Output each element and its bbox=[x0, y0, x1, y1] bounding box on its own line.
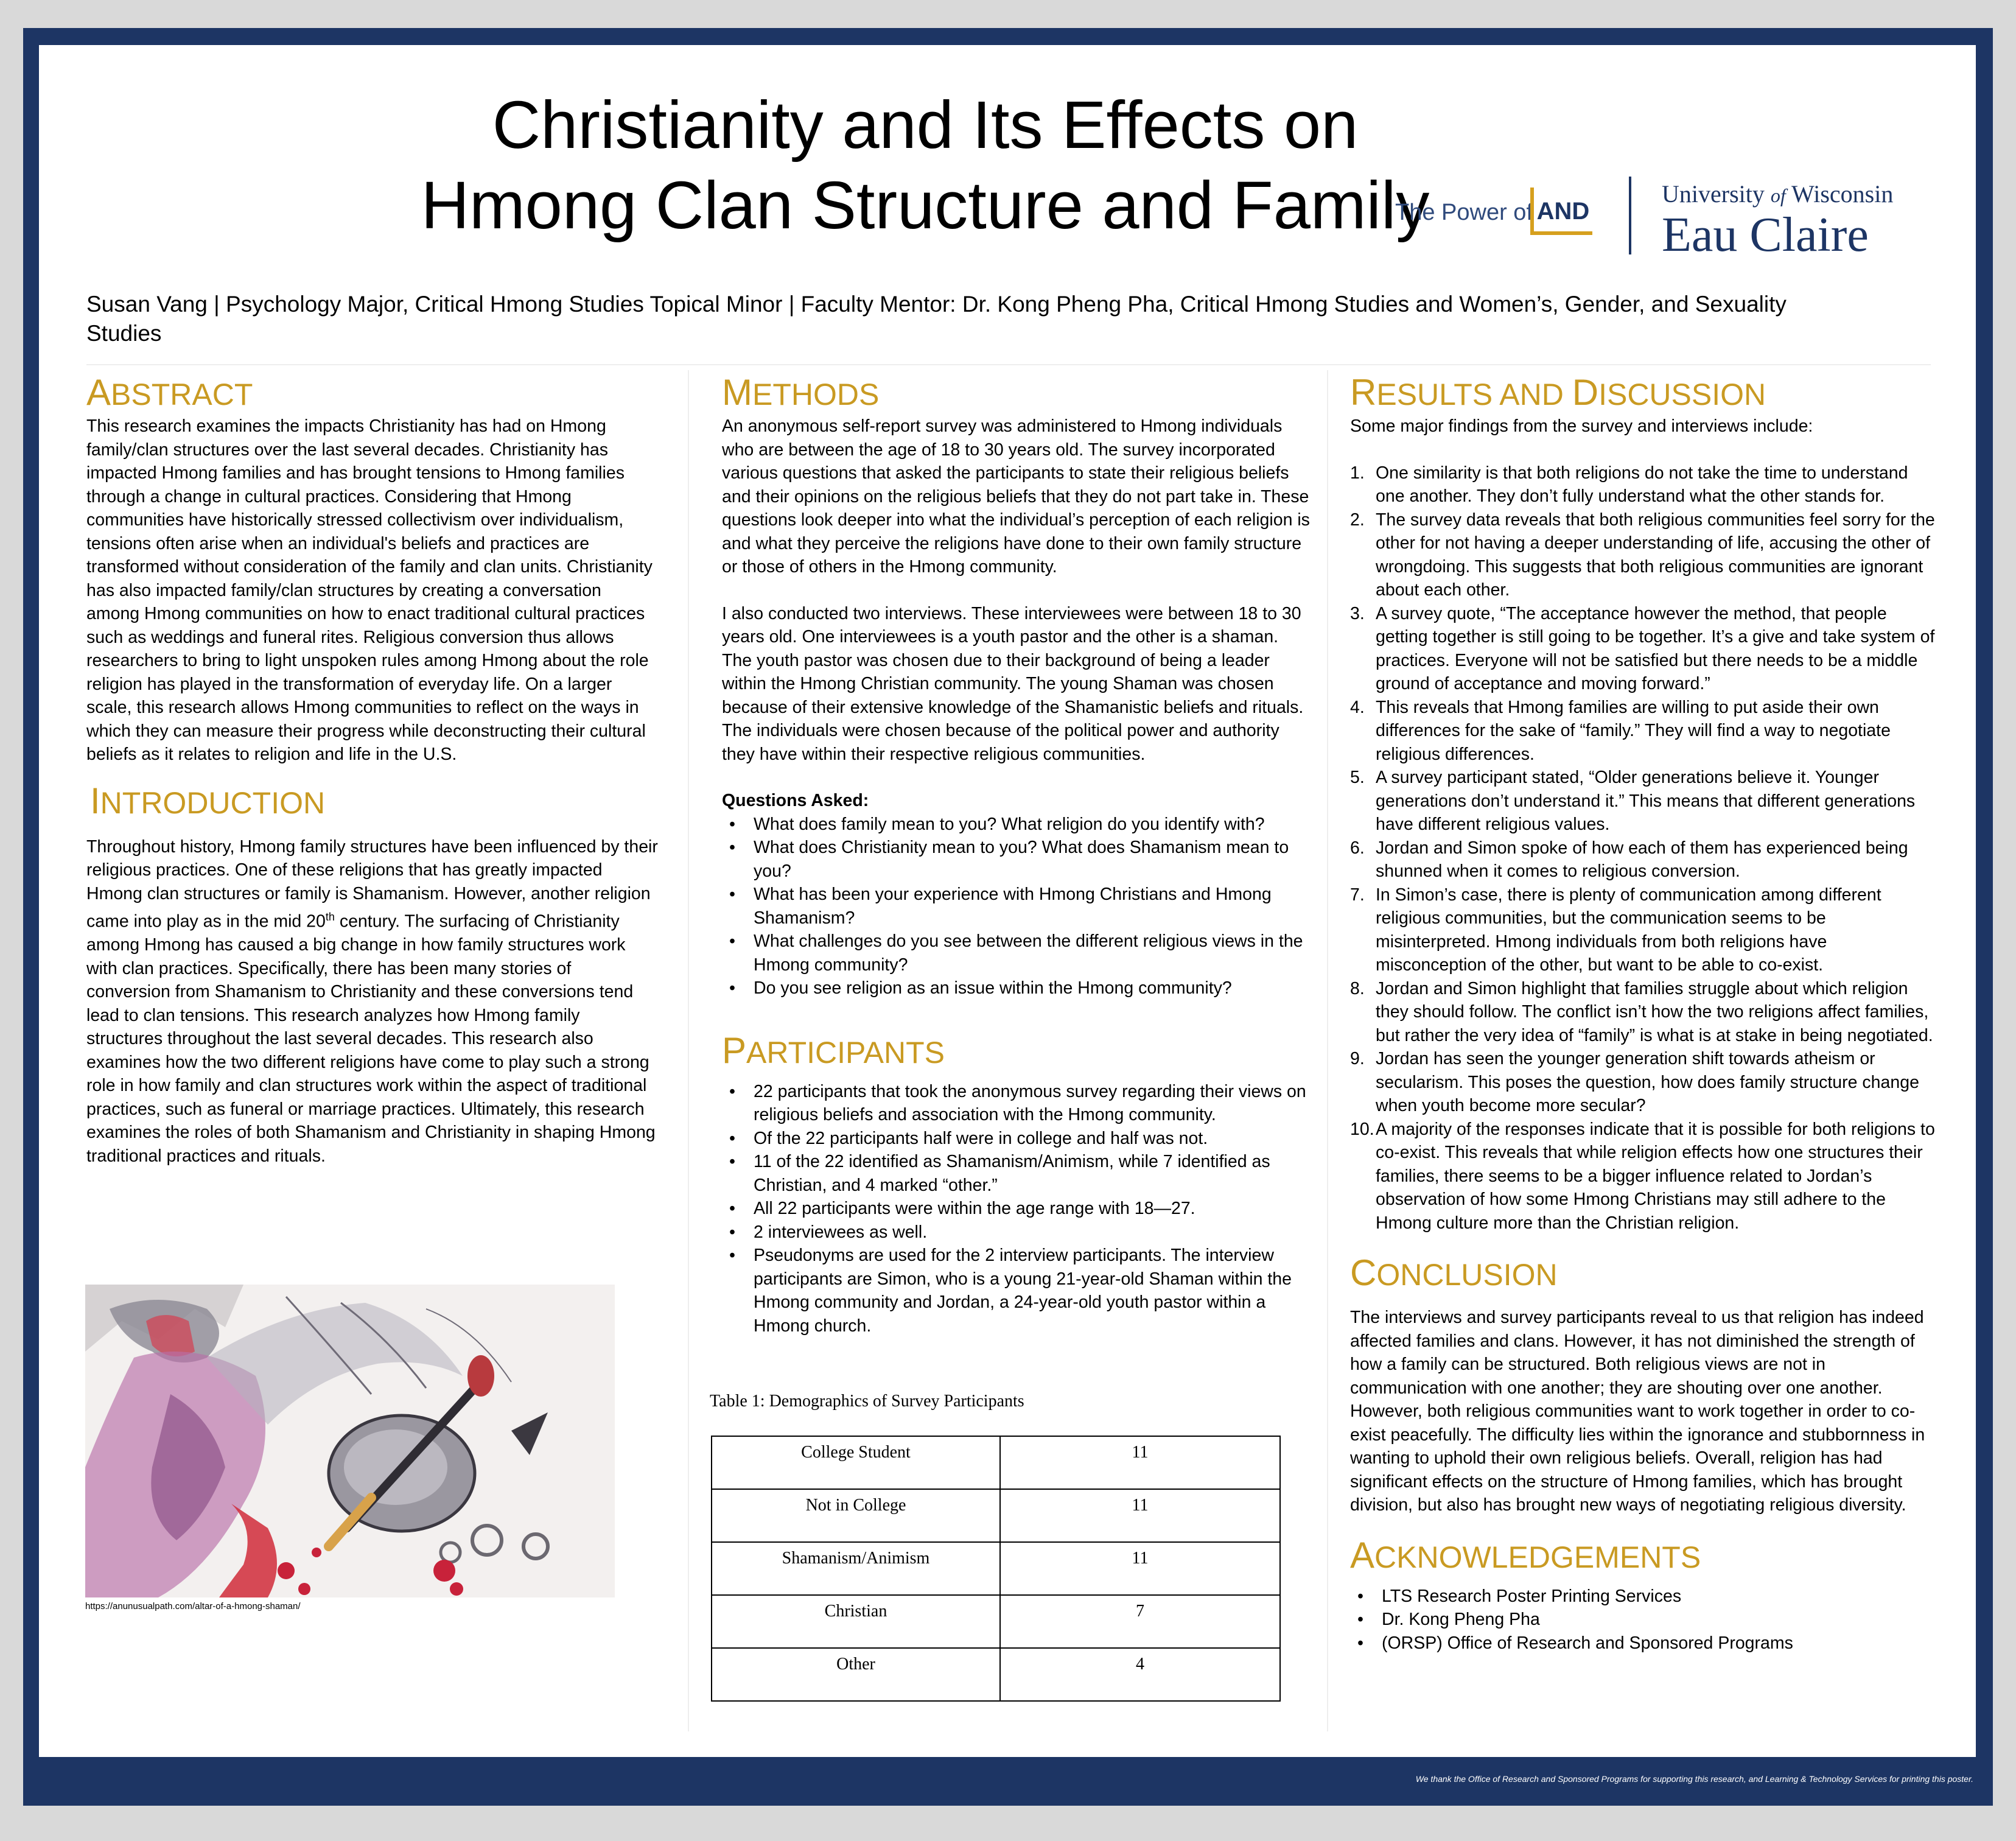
table-cell-label: Not in College bbox=[712, 1489, 1000, 1542]
table-cell-label: Christian bbox=[712, 1595, 1000, 1648]
participants-list bbox=[722, 1080, 1312, 1338]
list-item: 2. The survey data reveals that both religious communities feel sorry for the other for not having a deeper understanding of life, accusing the other of wrongdoing. This suggests that both religious communities are ignorant about each other. bbox=[1350, 510, 1935, 600]
university-wisconsin: Wisconsin bbox=[1791, 180, 1894, 208]
list-item: • All 22 participants were within the age range with 18—27. bbox=[754, 1197, 1312, 1221]
list-item: 7. In Simon’s case, there is plenty of communication among different religious communities, but the communication seems to be misinterpreted. Hmong individuals from both religions have misconception of the other, but want to be able to co-exist. bbox=[1350, 885, 1881, 975]
methods-para-1: An anonymous self-report survey was administered to Hmong individuals who are between the age of 18 to 30 years old. The survey incorporated various questions that asked the participants to state their religious beliefs and their opinions on the religious beliefs that they do not part take in. These questions look deeper into what the individual’s perception of each religion is and what they perceive the religions have done to their own family structure or those of others in the Hmong community. bbox=[722, 416, 1310, 577]
table-cell-value: 11 bbox=[1000, 1542, 1280, 1595]
list-item: 5. A survey participant stated, “Older generations believe it. Younger generations don’t understand it.” This means that different generations have different religious values. bbox=[1350, 768, 1916, 834]
table-row bbox=[712, 1542, 1280, 1595]
table-cell-label: College Student bbox=[712, 1436, 1000, 1489]
list-item: 3. A survey quote, “The acceptance however the method, that people getting together is still going to be together. It’s a give and take system of practices. Everyone will not be satisfied but there needs to be a middle ground of acceptance and moving forward.” bbox=[1350, 603, 1935, 693]
list-item: 9. Jordan has seen the younger generation shift towards atheism or secularism. This poses the question, how does family structure change when youth become more secular? bbox=[1350, 1049, 1919, 1115]
university-of: of bbox=[1770, 184, 1786, 206]
university-logo bbox=[1662, 180, 1893, 261]
list-item: • What has been your experience with Hmong Christians and Hmong Shamanism? bbox=[754, 883, 1312, 930]
table-row bbox=[712, 1489, 1280, 1542]
methods-heading: METHODS bbox=[722, 372, 880, 413]
table-row bbox=[712, 1436, 1280, 1489]
list-item: 4. This reveals that Hmong families are willing to put aside their own differences for the sake of “family.” They will find a way to negotiate religious differences. bbox=[1350, 697, 1891, 764]
table-row bbox=[712, 1648, 1280, 1701]
table-cell-value: 11 bbox=[1000, 1489, 1280, 1542]
table-row bbox=[712, 1595, 1280, 1648]
table-cell-value: 11 bbox=[1000, 1436, 1280, 1489]
questions-list bbox=[722, 813, 1312, 1000]
author-line: Susan Vang | Psychology Major, Critical Hmong Studies Topical Minor | Faculty Mentor: Dr. Kong Pheng Pha, Critical Hmong Studies and Women’s, Gender, and Sexuality Studies bbox=[86, 292, 1787, 346]
results-intro: Some major findings from the survey and interviews include: bbox=[1350, 416, 1813, 436]
abstract-heading: ABSTRACT bbox=[86, 372, 253, 413]
results-list bbox=[1350, 461, 1936, 1235]
column-separator bbox=[1327, 370, 1328, 1731]
list-item: • 22 participants that took the anonymous survey regarding their views on religious beliefs and association with the Hmong community. bbox=[754, 1080, 1312, 1127]
participants-heading: PARTICIPANTS bbox=[722, 1029, 945, 1071]
table-cell-value: 4 bbox=[1000, 1648, 1280, 1701]
acknowledgements-heading: ACKNOWLEDGEMENTS bbox=[1350, 1534, 1701, 1576]
title-line-1: Christianity and Its Effects on bbox=[492, 88, 1359, 163]
list-item: • What does family mean to you? What religion do you identify with? bbox=[754, 813, 1312, 836]
footer-thanks: We thank the Office of Research and Sponsored Programs for supporting this research, and Learning & Technology Services for printing this poster. bbox=[1415, 1774, 1973, 1784]
methods-para-2: I also conducted two interviews. These interviewees were between 18 to 30 years old. One interviewees is a youth pastor and the other is a shaman. The youth pastor was chosen due to their background of being a leader within the Hmong Christian community. The young Shaman was chosen because of their extensive knowledge of the Shamanistic beliefs and rituals. The individuals were chosen because of the political power and authority they have within their respective religious communities. bbox=[722, 603, 1304, 764]
poster-title bbox=[268, 85, 1583, 246]
list-item: • 11 of the 22 identified as Shamanism/Animism, while 7 identified as Christian, and 4 marked “other.” bbox=[754, 1150, 1312, 1197]
introduction-heading: INTRODUCTION bbox=[90, 780, 326, 821]
abstract-text: This research examines the impacts Christianity has had on Hmong family/clan structures over the last several decades. Christianity has impacted Hmong families and has brought tensions to Hmong families through a change in cultural practices. Considering that Hmong communities have historically stressed collectivism over individualism, tensions often arise when an individual's beliefs and practices are transformed without consideration of the family and clan units. Christianity has also impacted family/clan structures by creating a conversation among Hmong communities on how to enact traditional cultural practices such as weddings and funeral rites. Religious conversion thus allows researchers to bring to light unspoken rules among Hmong about the role religion has played in the transformation of everyday life. On a larger scale, this research allows Hmong communities to reflect on the ways in which they can measure their progress while deconstructing their cultural beliefs as it relates to religion and life in the U.S. bbox=[86, 416, 653, 764]
logo-divider bbox=[1629, 177, 1631, 254]
list-item: 1. One similarity is that both religions do not take the time to understand one another. They don’t fully understand what the other stands for. bbox=[1350, 463, 1908, 506]
list-item: • Pseudonyms are used for the 2 interview participants. The interview participants are Simon, who is a young 21-year-old Shaman within the Hmong community and Jordan, a 24-year-old youth pastor within a Hmong church. bbox=[754, 1244, 1312, 1338]
conclusion-heading: CONCLUSION bbox=[1350, 1252, 1558, 1293]
list-item: • Dr. Kong Pheng Pha bbox=[1382, 1608, 1936, 1632]
column-right bbox=[1350, 373, 1936, 1655]
list-item: • What does Christianity mean to you? What does Shamanism mean to you? bbox=[754, 836, 1312, 883]
image-credit: https://anunusualpath.com/altar-of-a-hmong-shaman/ bbox=[85, 1601, 301, 1611]
list-item: • 2 interviewees as well. bbox=[754, 1221, 1312, 1244]
list-item: • Of the 22 participants half were in college and half was not. bbox=[754, 1127, 1312, 1151]
conclusion-text: The interviews and survey participants reveal to us that religion has indeed affected families and clans. However, it has not diminished the strength of how a family can be structured. Both religious views are not in communication with one another; they are shouting over one another. However, both religious communities want to work together in order to co-exist peacefully. The difficulty lies within the ignorance and stubbornness in wanting to uphold their own religious beliefs. Overall, religion has had significant effects on the structure of Hmong families, which has brought division, but also has brought new ways of negotiating religious diversity. bbox=[1350, 1308, 1925, 1515]
column-left bbox=[86, 373, 659, 1168]
table-caption: Table 1: Demographics of Survey Participants bbox=[710, 1392, 1024, 1411]
acknowledgements-list bbox=[1350, 1585, 1936, 1655]
brand-and: AND bbox=[1530, 188, 1592, 235]
questions-label: Questions Asked: bbox=[722, 791, 869, 810]
list-item: 10. A majority of the responses indicate that it is possible for both religions to co-exist. This reveals that while religion effects how one structures their families, there seems to be a bigger influence related to Jordan’s observation of how some Hmong Christians may still adhere to the Hmong culture more than the Christian religion. bbox=[1350, 1119, 1935, 1233]
results-heading: RESULTS AND DISCUSSION bbox=[1350, 372, 1766, 413]
list-item: 8. Jordan and Simon highlight that families struggle about which religion they should follow. The conflict isn’t how the two religions affect families, but rather the very idea of “family” is what is at stake in being negotiated. bbox=[1350, 978, 1933, 1045]
header-rule bbox=[86, 364, 1931, 365]
power-of-and-logo bbox=[1395, 175, 1590, 242]
table-cell-value: 7 bbox=[1000, 1595, 1280, 1648]
list-item: • (ORSP) Office of Research and Sponsored Programs bbox=[1382, 1632, 1936, 1655]
table-cell-label: Other bbox=[712, 1648, 1000, 1701]
column-middle bbox=[722, 373, 1312, 1338]
university-eau-claire: Eau Claire bbox=[1662, 208, 1869, 262]
table-cell-label: Shamanism/Animism bbox=[712, 1542, 1000, 1595]
demographics-table bbox=[711, 1436, 1281, 1702]
column-separator bbox=[688, 370, 689, 1731]
title-line-2: Hmong Clan Structure and Family bbox=[421, 168, 1430, 243]
list-item: • What challenges do you see between the different religious views in the Hmong community? bbox=[754, 930, 1312, 977]
brand-tagline: The Power of bbox=[1395, 200, 1533, 225]
list-item: • Do you see religion as an issue within the Hmong community? bbox=[754, 977, 1312, 1000]
list-item: 6. Jordan and Simon spoke of how each of them has experienced being shunned when it comes to religious conversion. bbox=[1350, 838, 1908, 881]
shaman-altar-painting bbox=[85, 1285, 615, 1597]
list-item: • LTS Research Poster Printing Services bbox=[1382, 1585, 1936, 1608]
introduction-text: Throughout history, Hmong family structures have been influenced by their religious practices. One of these religions that has greatly impacted Hmong clan structures or family is Shamanism. However, another religion came into play as in the mid 20th century. The surfacing of Christianity among Hmong has caused a big change in how family structures work with clan practices. Specifically, there has been many stories of conversion from Shamanism to Christianity and these conversions tend lead to clan tensions. This research analyzes how Hmong family structures throughout the last several decades. This research also examines how the two different religions have come to play such a strong role in how family and clan structures work within the aspect of traditional practices, such as funeral or marriage practices. Ultimately, this research examines the roles of both Shamanism and Christianity in shaping Hmong traditional practices and rituals. bbox=[86, 836, 658, 1166]
university-word: University bbox=[1662, 180, 1765, 208]
